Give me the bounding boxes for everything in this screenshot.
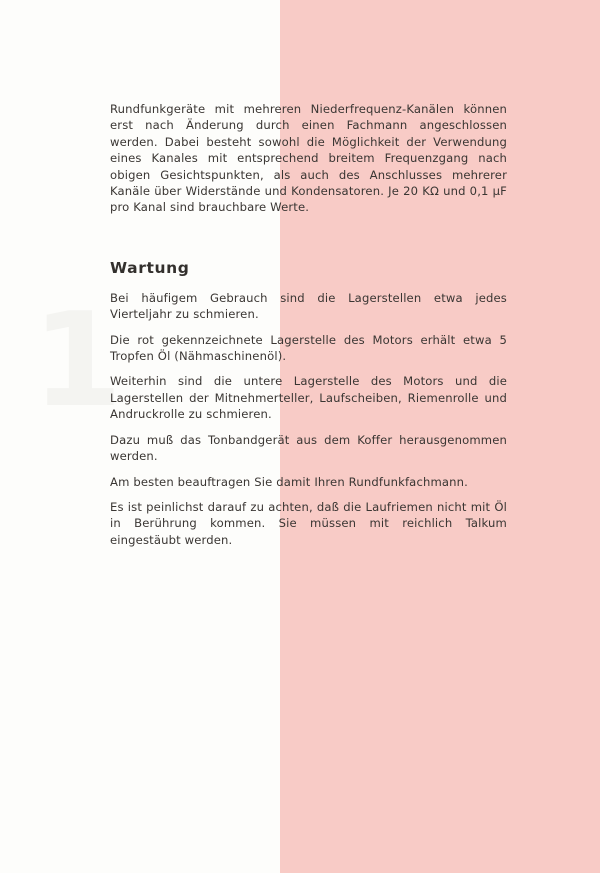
section-heading: Wartung [110,258,190,277]
document-content [110,101,507,557]
paragraph-5: Am besten beauftragen Sie damit Ihren Rundfunkfachmann. [110,474,468,489]
paragraph-1: Bei häufigem Gebrauch sind die Lagerstellen etwa jedes Vierteljahr zu schmieren. [110,290,507,322]
ghost-page-digit: 1 [32,284,123,436]
paragraph-6: Es ist peinlichst darauf zu achten, daß die Laufriemen nicht mit Öl in Berührung kommen. Sie müssen mit reichlich Talkum eingestäubt werden. [110,499,507,547]
paragraph-4: Dazu muß das Tonbandgerät aus dem Koffer herausgenommen werden. [110,432,507,464]
intro-paragraph: Rundfunkgeräte mit mehreren Niederfrequenz-Kanälen können erst nach Änderung durch einen Fachmann angeschlossen werden. Dabei besteht sowohl die Möglichkeit der Verwendung eines Kanales mit entsprechend breitem Frequenzgang nach obigen Gesichtspunkten, als auch des Anschlusses mehrerer Kanäle über Widerstände und Kondensatoren. Je 20 KΩ und 0,1 μF pro Kanal sind brauchbare Werte. [110,102,507,215]
paragraph-3: Weiterhin sind die untere Lagerstelle des Motors und die Lagerstellen der Mitnehmerteller, Laufscheiben, Riemenrolle und Andruckrolle zu schmieren. [110,374,507,422]
paragraph-2: Die rot gekennzeichnete Lagerstelle des Motors erhält etwa 5 Tropfen Öl (Nähmaschinenöl). [110,332,507,364]
